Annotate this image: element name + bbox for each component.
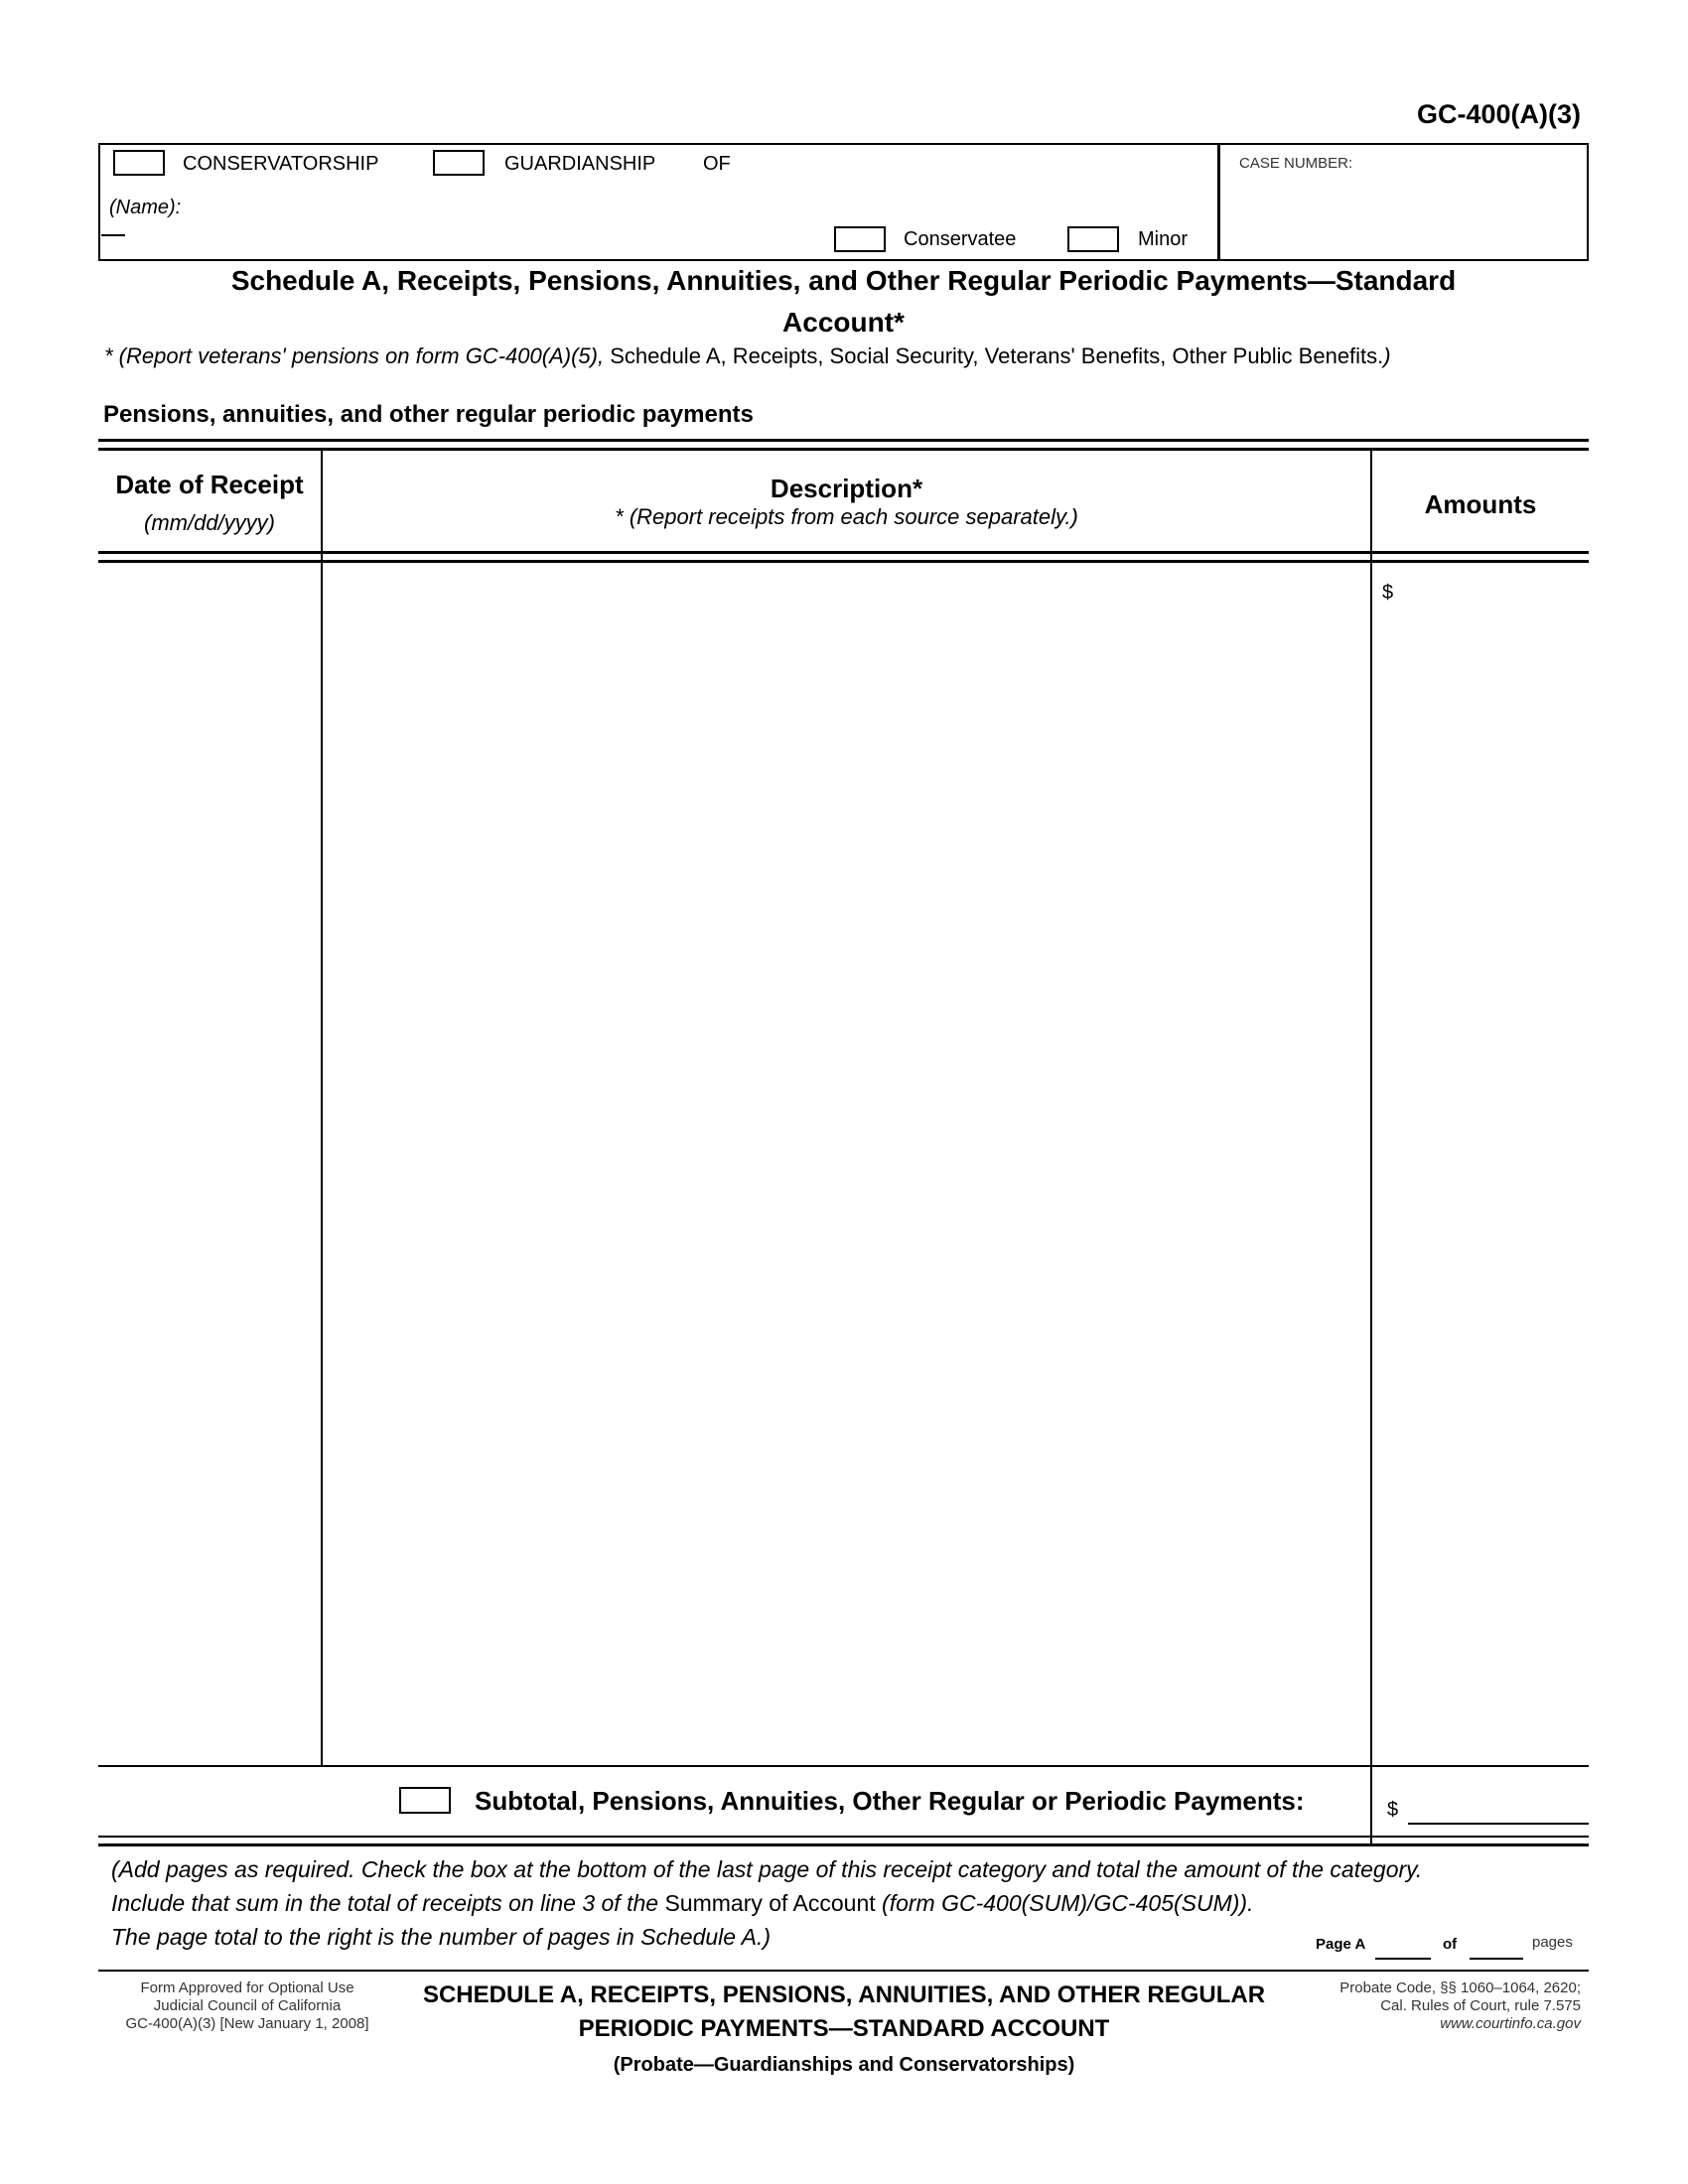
instr-2a: Include that sum in the total of receipts on line 3 of the [111,1890,665,1916]
name-dash [101,234,125,236]
amounts-header-label: Amounts [1424,489,1537,519]
page-number-field[interactable] [1375,1932,1431,1960]
note-italic: * (Report veterans' pensions on form GC-400(A)(5), [104,343,605,368]
title-line-2: Account* [782,307,905,338]
of-label-pagination: of [1443,1936,1458,1953]
page-label: Page A [1316,1936,1366,1953]
footer-left-3: GC-400(A)(3) [New January 1, 2008] [125,2015,369,2032]
footer-title-1: SCHEDULE A, RECEIPTS, PENSIONS, ANNUITIES, AND OTHER REGULAR [422,1981,1266,2008]
date-header-sublabel: (mm/dd/yyyy) [144,510,275,535]
title-line-1: Schedule A, Receipts, Pensions, Annuities, and Other Regular Periodic Payments—Standard [230,265,1457,296]
minor-label: Minor [1138,228,1189,250]
name-field[interactable] [127,195,1209,230]
guardianship-label: GUARDIANSHIP [504,153,656,175]
date-entries-field[interactable] [100,564,319,1763]
footer-left [98,1979,396,2033]
caption-divider [1217,143,1220,261]
footer-right-1: Probate Code, §§ 1060–1064, 2620; [1339,1979,1581,1996]
footer-right-2: Cal. Rules of Court, rule 7.575 [1380,1997,1581,2014]
subtotal-field[interactable] [1408,1795,1589,1825]
amount-currency-symbol: $ [1382,582,1394,604]
note-plain: Schedule A, Receipts, Social Security, Veterans' Benefits, Other Public Benefits. [604,343,1384,368]
footer-website-link[interactable]: www.courtinfo.ca.gov [1440,2015,1581,2032]
pages-label: pages [1532,1934,1573,1951]
table-body-bottom-rule [98,1765,1589,1767]
footer-left-1: Form Approved for Optional Use [140,1979,354,1996]
page-title [98,260,1589,343]
name-label: (Name): [109,197,182,218]
column-header-date [98,470,321,536]
table-top-rule [98,439,1589,442]
instructions-line-2 [111,1890,1253,1917]
description-header-sublabel: * (Report receipts from each source separately.) [615,504,1078,529]
date-header-label: Date of Receipt [115,470,304,499]
column-header-description [323,474,1370,530]
description-header-label: Description* [770,474,923,503]
footer-center [397,1979,1291,2080]
conservatorship-label: CONSERVATORSHIP [183,153,379,175]
form-id: GC-400(A)(3) [1416,99,1581,129]
minor-checkbox[interactable] [1067,226,1119,252]
amount-entries-field[interactable] [1400,566,1587,1763]
case-number-field[interactable] [1231,177,1579,254]
amount-column-divider [1370,450,1372,1845]
column-header-amounts [1372,489,1589,520]
instr-2b: Summary of Account [664,1890,876,1916]
footer-left-2: Judicial Council of California [153,1997,342,2014]
footer-subtitle: (Probate—Guardianships and Conservatorships) [613,2054,1075,2076]
conservatee-label: Conservatee [904,228,1017,250]
subtotal-bottom-rule-2 [98,1843,1589,1846]
footer-title-2: PERIODIC PAYMENTS—STANDARD ACCOUNT [578,2015,1110,2042]
veterans-note [98,343,1595,369]
footer-rule [98,1970,1589,1972]
conservatorship-checkbox[interactable] [113,150,165,176]
instr-2c: (form GC-400(SUM)/GC-405(SUM)). [875,1890,1254,1916]
date-column-divider [321,450,323,1766]
guardianship-checkbox[interactable] [433,150,485,176]
instructions-line-1: (Add pages as required. Check the box at the bottom of the last page of this receipt category and total the amount of the category. [111,1856,1423,1882]
description-entries-field[interactable] [324,564,1368,1763]
conservatee-checkbox[interactable] [834,226,886,252]
subtotal-bottom-rule [98,1836,1589,1838]
of-label: OF [703,153,731,175]
subtotal-label: Subtotal, Pensions, Annuities, Other Regular or Periodic Payments: [475,1786,1305,1816]
case-number-label: CASE NUMBER: [1239,155,1353,172]
last-page-checkbox[interactable] [399,1787,451,1814]
subtotal-currency: $ [1387,1799,1399,1821]
footer-right [1291,1979,1581,2033]
instructions-line-3: The page total to the right is the number of pages in Schedule A.) [111,1924,772,1950]
section-heading: Pensions, annuities, and other regular periodic payments [103,401,754,428]
total-pages-field[interactable] [1470,1932,1523,1960]
note-close: ) [1383,343,1391,368]
